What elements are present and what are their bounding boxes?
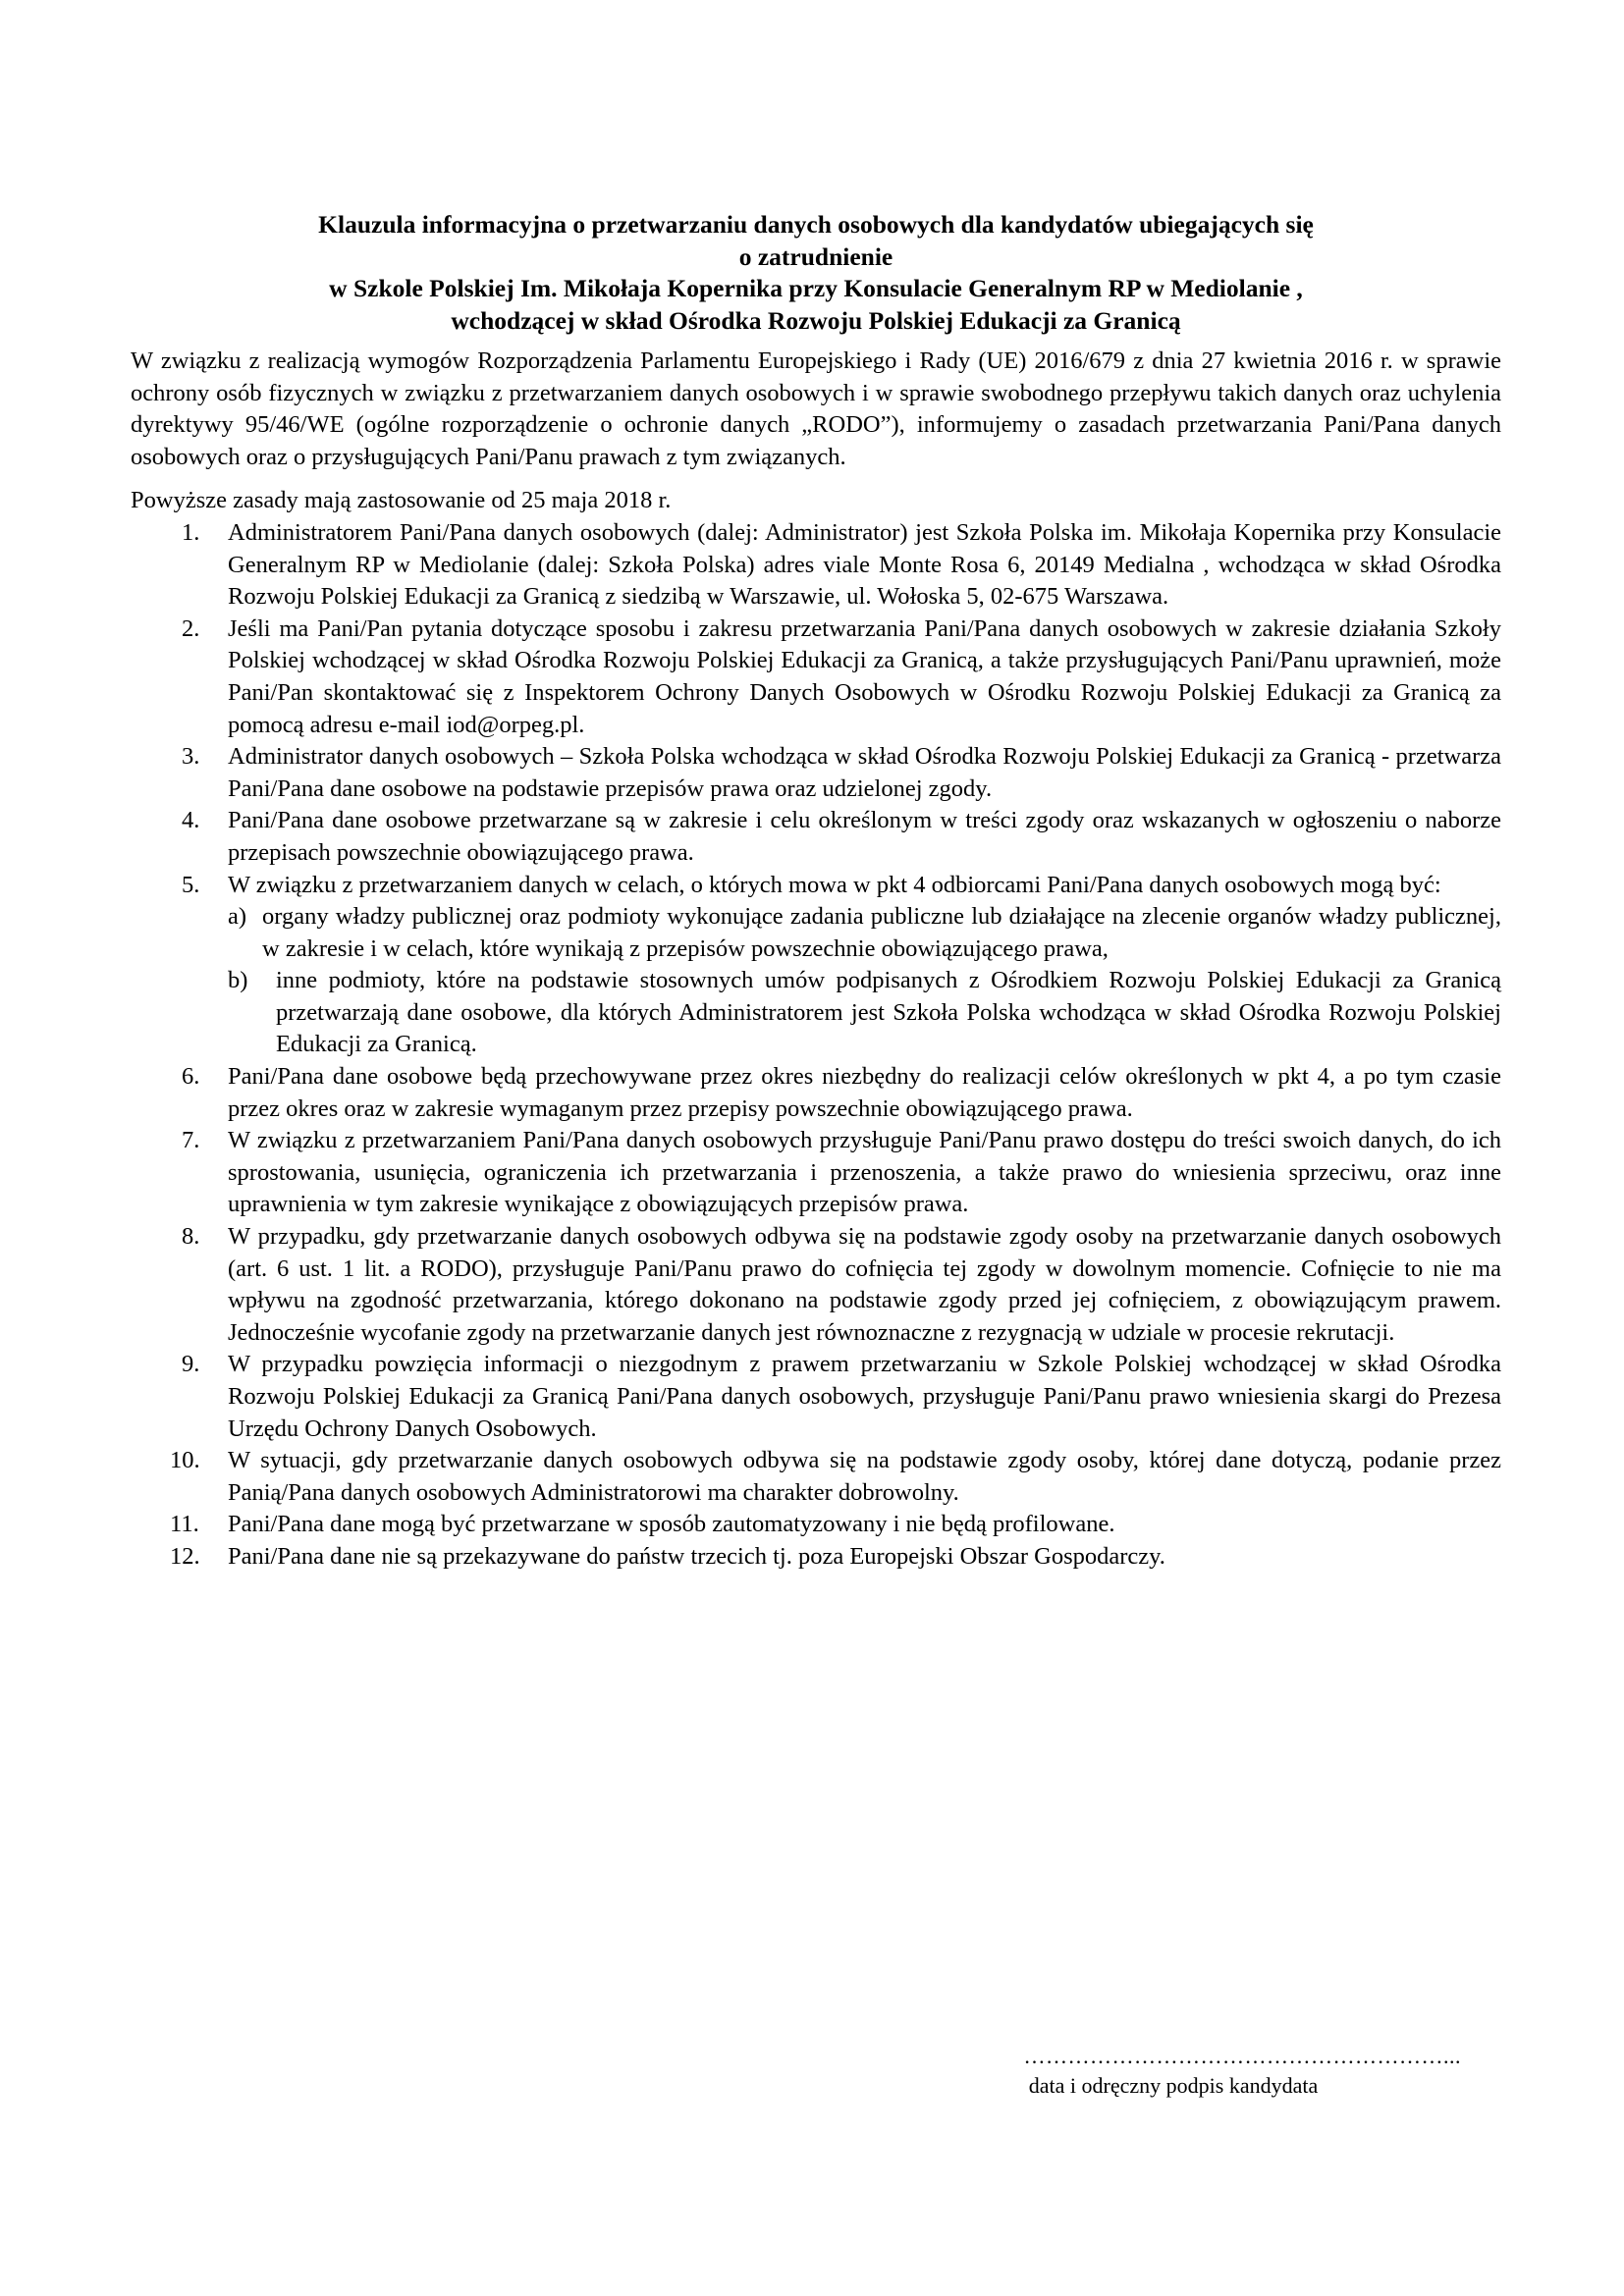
title-line: Klauzula informacyjna o przetwarzaniu danych osobowych dla kandydatów ubiegających się [318,210,1314,239]
item-number: 12. [170,1542,200,1570]
item-number: 8. [182,1223,200,1251]
item-number: 5. [182,871,200,898]
sublist-text: organy władzy publicznej oraz podmioty wykonujące zadania publiczne lub działające na zlecenie organów władzy publicznej, w zakresie i w celach, które wynikają z przepisów powszechnie obowiązującego prawa, [262,903,1501,962]
title-line: w Szkole Polskiej Im. Mikołaja Kopernika przy Konsulacie Generalnym RP w Mediolanie , [329,274,1303,302]
item-number: 2. [182,614,200,642]
item-number: 11. [170,1511,199,1538]
list-item [131,1125,1501,1221]
item-text: W związku z przetwarzaniem danych w celach, o których mowa w pkt 4 odbiorcami Pani/Pana danych osobowych mogą być: [228,871,1441,898]
list-item [131,741,1501,805]
item-text: W sytuacji, gdy przetwarzanie danych osobowych odbywa się na podstawie zgody osoby, której dane dotyczą, podanie przez Panią/Pana danych osobowych Administratorowi ma charakter dobrowolny. [228,1447,1501,1506]
item-text: Pani/Pana dane mogą być przetwarzane w sposób zautomatyzowany i nie będą profilowane. [228,1511,1115,1538]
sublist-item [228,965,1501,1061]
list-item [131,1349,1501,1445]
intro-paragraph: W związku z realizacją wymogów Rozporządzenia Parlamentu Europejskiego i Rady (UE) 2016/679 z dnia 27 kwietnia 2016 r. w sprawie ochrony osób fizycznych w związku z przetwarzaniem danych osobowych i w sprawie swobodnego przepływu takich danych oraz uchylenia dyrektywy 95/46/WE (ogólne rozporządzenie o ochronie danych „RODO”), informujemy o zasadach przetwarzania Pani/Pana danych osobowych oraz o przysługujących Pani/Panu prawach z tym związanych. [131,347,1501,470]
sublist-label: a) [228,903,247,931]
item-text: Pani/Pana dane osobowe przetwarzane są w zakresie i celu określonym w treści zgody oraz wskazanych w ogłoszeniu o naborze przepisach powszechnie obowiązującego prawa. [228,807,1501,866]
item-number: 1. [182,518,200,546]
item-number: 10. [170,1447,200,1474]
list-item [131,870,1501,1062]
list-item [131,1445,1501,1509]
sublist-text: inne podmioty, które na podstawie stosownych umów podpisanych z Ośrodkiem Rozwoju Polskiej Edukacji za Granicą przetwarzają dane osobowe, dla których Administratorem jest Szkoła Polska wchodząca w skład Ośrodka Rozwoju Polskiej Edukacji za Granicą. [276,967,1501,1058]
sublist-item [228,901,1501,965]
title-line: o zatrudnienie [738,241,893,271]
title-line: wchodzącej w skład Ośrodka Rozwoju Polskiej Edukacji za Granicą [451,305,1181,335]
list-item [131,805,1501,869]
document-page [131,209,1501,1574]
signature-block [864,2042,1502,2101]
sublist-label: b) [228,967,248,994]
item-text: W przypadku powzięcia informacji o niezgodnym z prawem przetwarzaniu w Szkole Polskiej wchodzącej w skład Ośrodka Rozwoju Polskiej Edukacji za Granicą Pani/Pana danych osobowych, przysługuje Pani/Panu prawo wniesienia skargi do Prezesa Urzędu Ochrony Danych Osobowych. [228,1351,1501,1442]
item-number: 3. [182,743,200,771]
list-item [131,1221,1501,1349]
item-text: Administratorem Pani/Pana danych osobowych (dalej: Administrator) jest Szkoła Polska im. Mikołaja Kopernika przy Konsulacie Generalnym RP w Mediolanie (dalej: Szkoła Polska) adres viale Monte Rosa 6, 20149 Medialna , wchodząca w skład Ośrodka Rozwoju Polskiej Edukacji za Granicą z siedzibą w Warszawie, ul. Wołoska 5, 02-675 Warszawa. [228,518,1501,611]
item-number: 9. [182,1351,200,1378]
item-number: 6. [182,1063,200,1091]
signature-caption: data i odręczny podpis kandydata [1028,2073,1319,2098]
item-number: 7. [182,1127,200,1154]
effective-date-text: Powyższe zasady mają zastosowanie od 25 maja 2018 r. [131,487,672,514]
list-item [131,517,1501,614]
item-text: W przypadku, gdy przetwarzanie danych osobowych odbywa się na podstawie zgody osoby na przetwarzanie danych osobowych (art. 6 ust. 1 lit. a RODO), przysługuje Pani/Panu prawo do cofnięcia tej zgody w dowolnym momencie. Cofnięcie to nie ma wpływu na zgodność przetwarzania, którego dokonano na podstawie zgody przed jej cofnięciem, z obowiązującym prawem. Jednocześnie wycofanie zgody na przetwarzanie danych jest równoznaczne z rezygnacją w udziale w procesie rekrutacji. [228,1223,1501,1346]
signature-line: …………………………………………………... [1023,2044,1461,2068]
item-text: Pani/Pana dane osobowe będą przechowywane przez okres niezbędny do realizacji celów określonych w pkt 4, a po tym czasie przez okres oraz w zakresie wymaganym przez przepisy powszechnie obowiązującego prawa. [228,1063,1501,1122]
item-text: Pani/Pana dane nie są przekazywane do państw trzecich tj. poza Europejski Obszar Gospodarczy. [228,1542,1165,1570]
list-item [131,1061,1501,1125]
item-text: Administrator danych osobowych – Szkoła Polska wchodząca w skład Ośrodka Rozwoju Polskiej Edukacji za Granicą - przetwarza Pani/Pana dane osobowe na podstawie przepisów prawa oraz udzielonej zgody. [228,743,1501,802]
recipients-sublist [228,901,1501,1061]
list-item [131,614,1501,741]
list-item [131,1541,1501,1574]
document-title [131,209,1501,337]
clause-list [131,517,1501,1574]
item-text: Jeśli ma Pani/Pan pytania dotyczące sposobu i zakresu przetwarzania Pani/Pana danych osobowych w zakresie działania Szkoły Polskiej wchodzącej w skład Ośrodka Rozwoju Polskiej Edukacji za Granicą, a także przysługujących Pani/Panu uprawnień, może Pani/Pan skontaktować się z Inspektorem Ochrony Danych Osobowych w Ośrodku Rozwoju Polskiej Edukacji za Granicą za pomocą adresu e-mail iod@orpeg.pl. [228,614,1501,738]
list-item [131,1509,1501,1541]
item-number: 4. [182,807,200,834]
item-text: W związku z przetwarzaniem Pani/Pana danych osobowych przysługuje Pani/Panu prawo dostępu do treści swoich danych, do ich sprostowania, usunięcia, ograniczenia ich przetwarzania i przenoszenia, a także prawo do wniesienia sprzeciwu, oraz inne uprawnienia w tym zakresie wynikające z obowiązujących przepisów prawa. [228,1127,1501,1218]
